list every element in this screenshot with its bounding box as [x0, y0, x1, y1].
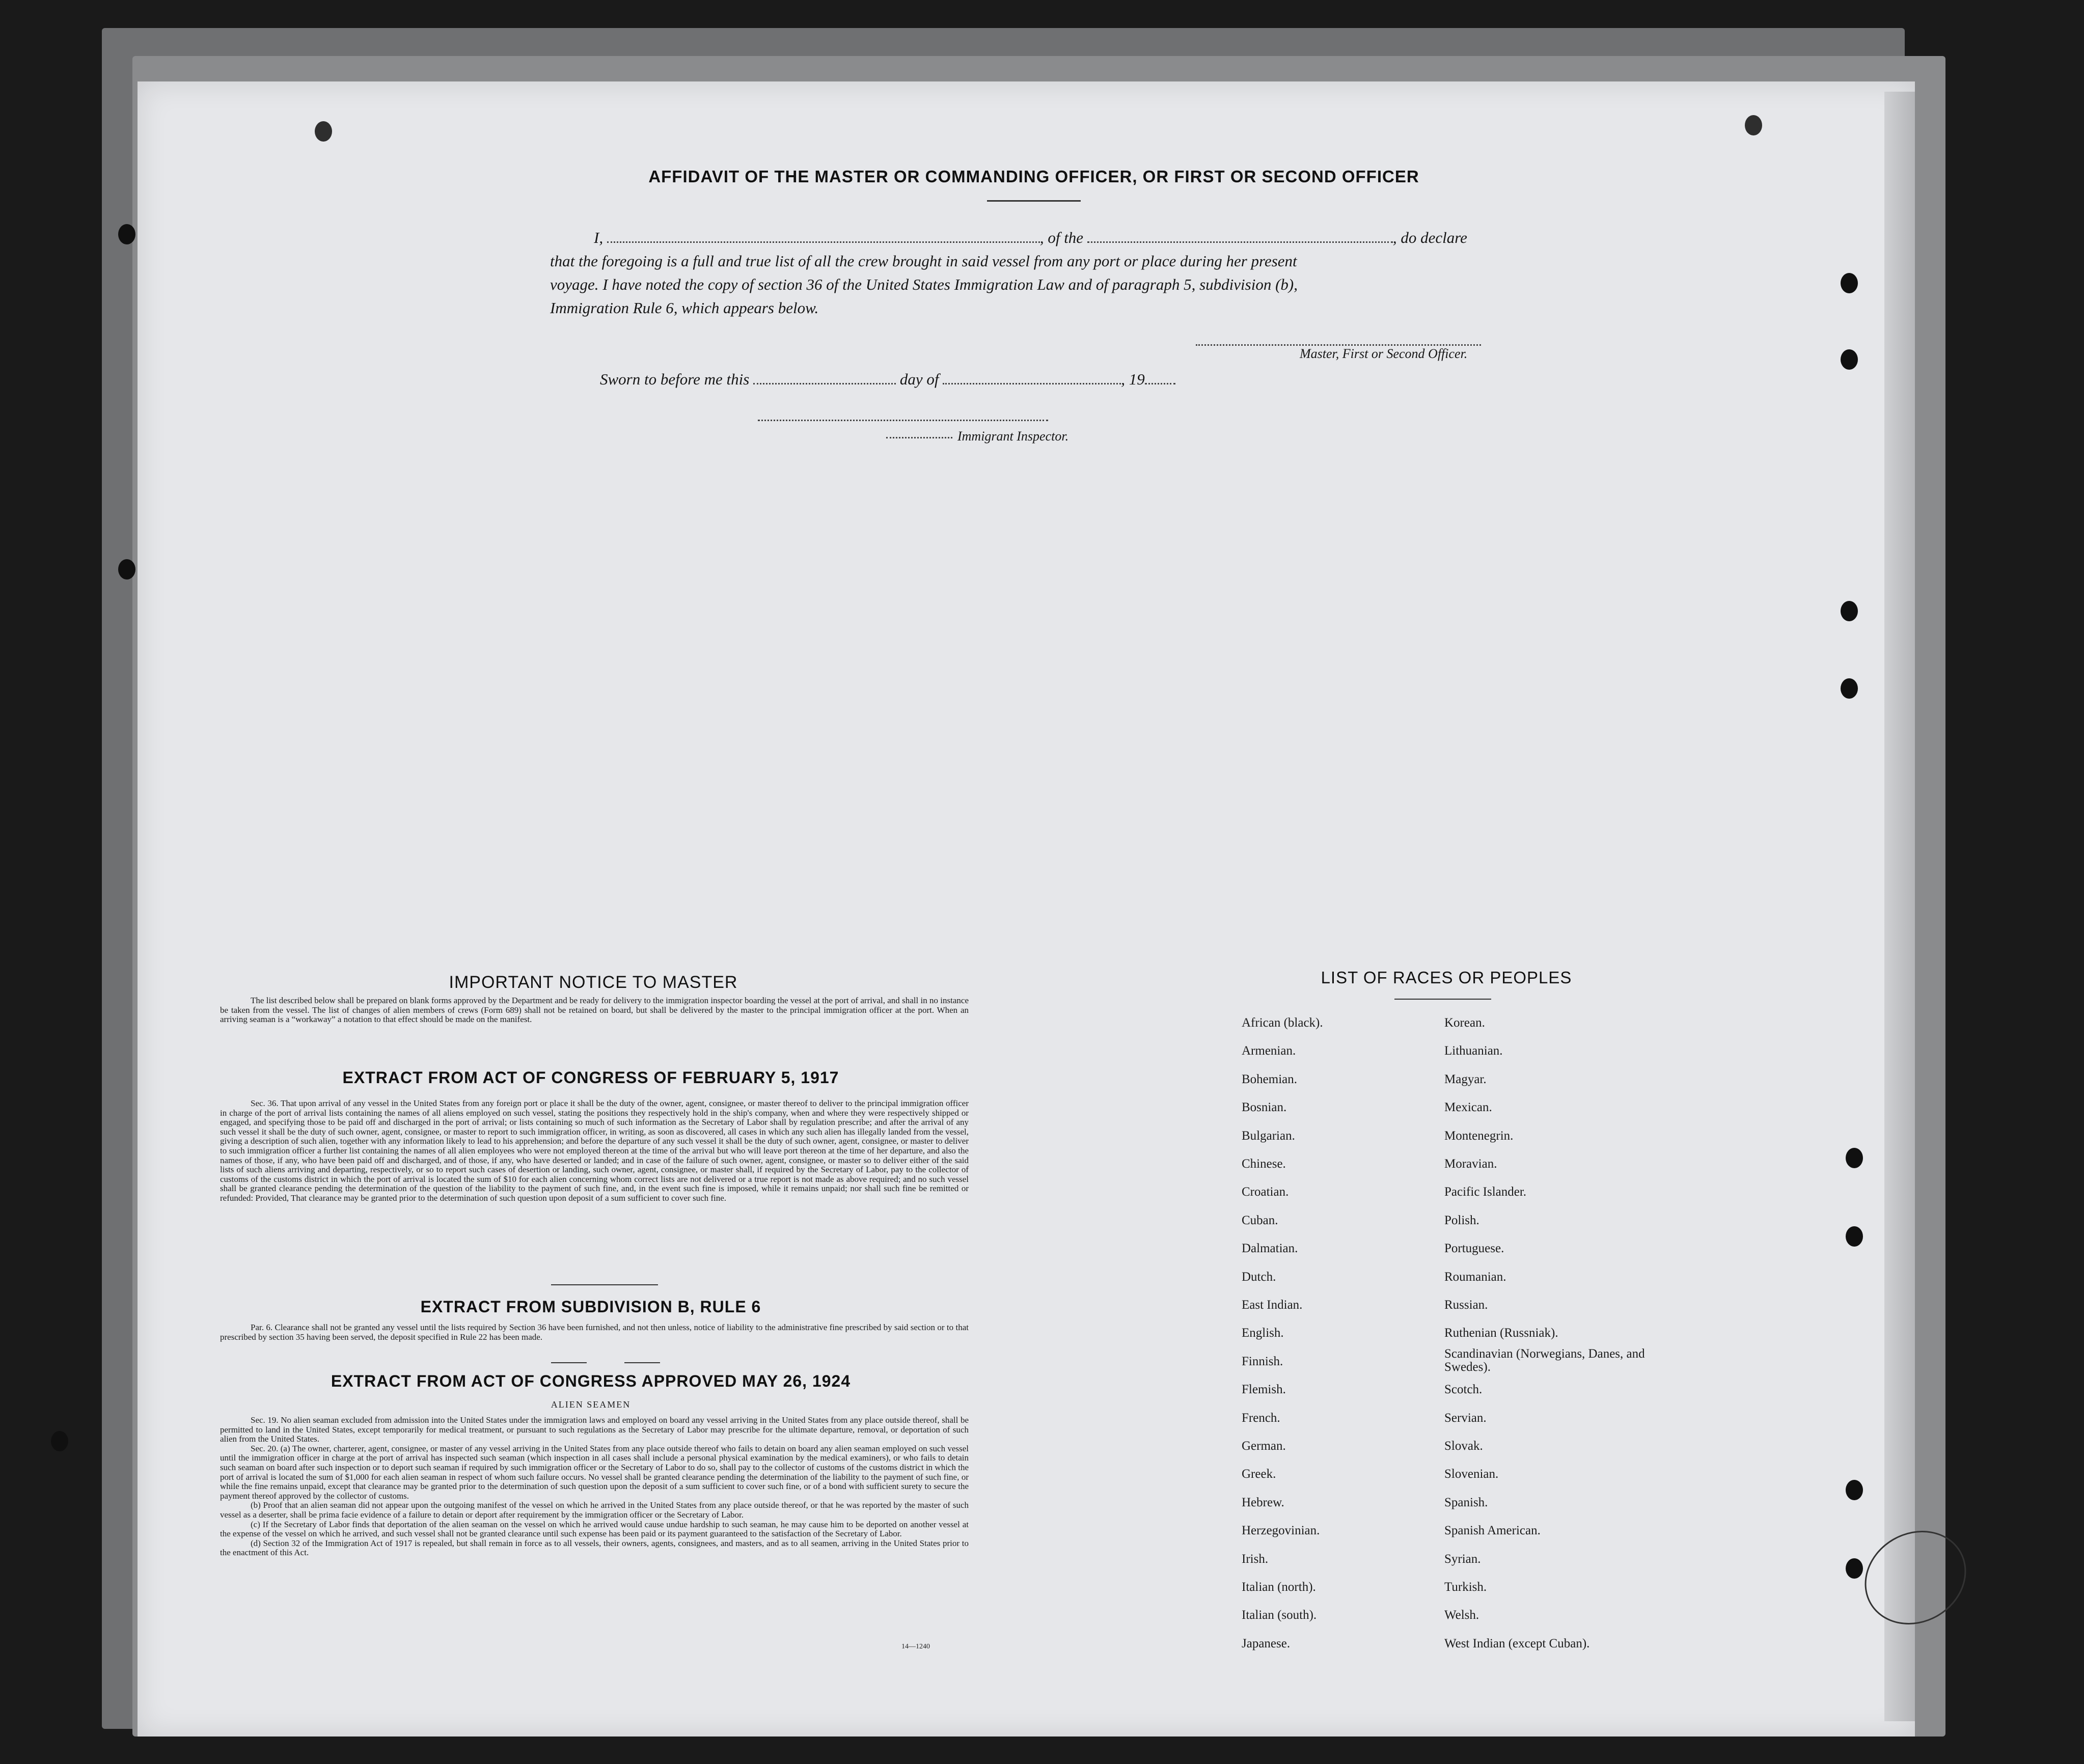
title-underline: [987, 200, 1081, 202]
race-item: Korean.: [1444, 1016, 1485, 1030]
race-item: Russian.: [1444, 1298, 1488, 1312]
race-item: Bulgarian.: [1242, 1129, 1295, 1143]
vessel-field[interactable]: [1087, 238, 1393, 243]
race-item: German.: [1242, 1439, 1286, 1453]
of-the-label: , of the: [1039, 229, 1084, 246]
race-item: Spanish.: [1444, 1496, 1488, 1509]
extract-1917-title: EXTRACT FROM ACT OF CONGRESS OF FEBRUARY 5, 1917: [342, 1068, 839, 1087]
race-item: African (black).: [1242, 1016, 1323, 1030]
race-item: Mexican.: [1444, 1100, 1492, 1114]
race-item: Herzegovinian.: [1242, 1524, 1320, 1537]
race-item: Scandinavian (Norwegians, Danes, and Swedes).: [1444, 1347, 1645, 1374]
race-item: Moravian.: [1444, 1157, 1497, 1171]
races-title-underline: [1394, 999, 1491, 1000]
race-item: Finnish.: [1242, 1355, 1283, 1368]
inspector-label: Immigrant Inspector.: [957, 429, 1069, 444]
alien-seamen-subtitle: ALIEN SEAMEN: [551, 1399, 631, 1410]
race-item: Slovak.: [1444, 1439, 1483, 1453]
race-item: Spanish American.: [1444, 1524, 1541, 1537]
extract-1924-title: EXTRACT FROM ACT OF CONGRESS APPROVED MAY 26, 1924: [331, 1372, 851, 1390]
form-number: 14—1240: [901, 1643, 930, 1650]
race-item: Slovenian.: [1444, 1467, 1499, 1481]
race-item: Japanese.: [1242, 1637, 1291, 1650]
binder-hole: [1841, 601, 1858, 621]
race-item: East Indian.: [1242, 1298, 1303, 1312]
sworn-line: [550, 368, 1523, 391]
section-divider: [551, 1362, 587, 1363]
binder-hole: [1745, 115, 1762, 135]
race-item: Dutch.: [1242, 1270, 1276, 1284]
race-item: Hebrew.: [1242, 1496, 1284, 1509]
notice-body: [220, 996, 969, 1025]
rule-6-body: [220, 1323, 969, 1342]
race-item: Irish.: [1242, 1552, 1269, 1566]
par-6-paragraph: Par. 6. Clearance shall not be granted any vessel until the lists required by Section 36 have been furnished, and not then unless, notice of liability to the administrative fine prescribed by said section or to that prescribed by section 35 having been served, the deposit specified in Rule 22 has been made.: [220, 1322, 969, 1342]
binder-hole: [1846, 1558, 1863, 1579]
section-divider: [624, 1362, 660, 1363]
binder-hole: [118, 559, 135, 580]
sec-19-paragraph: Sec. 19. No alien seaman excluded from admission into the United States under the immigration laws and employed on board any vessel arriving in the United States from any place outside thereof, shall be permitted to land in the United States, except temporarily for medical treatment, or pursuant to such regulations as the Secretary of Labor may prescribe for the ultimate departure, removal, or deportation of such alien from the United States.: [220, 1415, 969, 1444]
extract-1924-body: [220, 1416, 969, 1558]
notice-title: IMPORTANT NOTICE TO MASTER: [449, 973, 738, 992]
binder-hole: [315, 121, 332, 142]
race-item: Scotch.: [1444, 1383, 1483, 1396]
binder-hole: [1846, 1480, 1863, 1500]
sec-20d-paragraph: (d) Section 32 of the Immigration Act of 1917 is repealed, but shall remain in force as to all vessels, their owners, agents, consignees, and masters, and as to all seamen, arriving in the United States prior to the enactment of this Act.: [220, 1538, 969, 1558]
section-divider: [551, 1284, 658, 1285]
declaration-line-2: that the foregoing is a full and true list of all the crew brought in said vessel from any port or place during her present: [550, 252, 1297, 270]
race-item: Ruthenian (Russniak).: [1444, 1326, 1558, 1340]
sworn-day-field[interactable]: [753, 380, 896, 384]
race-item: Italian (north).: [1242, 1580, 1316, 1594]
race-item: Bosnian.: [1242, 1100, 1287, 1114]
race-item: Lithuanian.: [1444, 1044, 1503, 1058]
race-item: Italian (south).: [1242, 1608, 1317, 1622]
race-item: Dalmatian.: [1242, 1242, 1298, 1255]
race-item: West Indian (except Cuban).: [1444, 1637, 1590, 1650]
master-signature-label: Master, First or Second Officer.: [1300, 346, 1468, 361]
race-item: Syrian.: [1444, 1552, 1481, 1566]
page-edge: [1884, 92, 1915, 1721]
sec-20a-paragraph: Sec. 20. (a) The owner, charterer, agent, consignee, or master of any vessel arriving in the United States from any place outside thereof who fails to detain on board any alien seaman employed on such vessel until the immigration officer in charge at the port of arrival has inspected such seaman (which inspection in all cases shall include a personal physical examination by the medical examiners), or who fails to detain such seaman on board after such inspection or to deport such seaman if required by such immigration officer or the Secretary of Labor to do so, shall pay to the collector of customs of the customs district in which the port of arrival is located the sum of $1,000 for each alien seaman in respect of whom such failure occurs. No vessel shall be granted clearance pending the determination of the liability to the payment of such fine, or while the fine remains unpaid, except that clearance may be granted prior to the determination of such question upon the deposit of a sum sufficient to cover such fine, or of a bond with sufficient surety to secure the payment thereof approved by the collector of customs.: [220, 1443, 969, 1501]
binder-hole: [1841, 273, 1858, 293]
sec-20b-paragraph: (b) Proof that an alien seaman did not appear upon the outgoing manifest of the vessel on which he arrived in the United States from any place outside thereof, or that he was reported by the master of such vessel as a deserter, shall be prima facie evidence of a failure to detain or deport after requirement by the immigration officer or the Secretary of Labor.: [220, 1500, 969, 1520]
inspector-signature-field[interactable]: [758, 417, 1048, 421]
race-item: Montenegrin.: [1444, 1129, 1514, 1143]
sworn-year-field[interactable]: [1145, 380, 1175, 384]
race-item: Magyar.: [1444, 1072, 1487, 1086]
year-label: , 19: [1121, 370, 1145, 388]
binder-hole: [1841, 349, 1858, 370]
declare-label: , do declare: [1392, 229, 1467, 246]
day-of-label: day of: [899, 370, 939, 388]
name-field[interactable]: [607, 238, 1040, 243]
race-item: English.: [1242, 1326, 1284, 1340]
declaration-line-1: [550, 226, 1523, 250]
rule-6-title: EXTRACT FROM SUBDIVISION B, RULE 6: [420, 1298, 761, 1316]
races-title: LIST OF RACES OR PEOPLES: [1321, 968, 1572, 987]
affidavit-title: AFFIDAVIT OF THE MASTER OR COMMANDING OFFICER, OR FIRST OR SECOND OFFICER: [648, 167, 1419, 186]
race-item: Portuguese.: [1444, 1242, 1504, 1255]
sworn-label: Sworn to before me this: [600, 370, 750, 388]
race-item: Flemish.: [1242, 1383, 1286, 1396]
race-item: Croatian.: [1242, 1185, 1289, 1199]
race-item: Turkish.: [1444, 1580, 1487, 1594]
sworn-month-field[interactable]: [943, 380, 1121, 384]
race-item: Welsh.: [1444, 1608, 1479, 1622]
extract-1917-body: [220, 1099, 969, 1203]
race-item: Bohemian.: [1242, 1072, 1298, 1086]
binder-hole: [1846, 1226, 1863, 1247]
race-item: Cuban.: [1242, 1214, 1278, 1227]
race-item: Polish.: [1444, 1214, 1479, 1227]
binder-hole: [51, 1431, 68, 1451]
race-item: Chinese.: [1242, 1157, 1286, 1171]
declaration-line-3: voyage. I have noted the copy of section 36 of the United States Immigration Law and of paragraph 5, subdivision (b),: [550, 275, 1298, 293]
binder-hole: [1841, 678, 1858, 699]
race-item: Roumanian.: [1444, 1270, 1506, 1284]
sec-36-paragraph: Sec. 36. That upon arrival of any vessel in the United States from any foreign port or place it shall be the duty of the owner, agent, consignee, or master thereof to deliver to the principal immigration officer in charge of the port of arrival lists containing the names of all aliens employed on such vessel, stating the positions they respectively hold in the ship's company, when and where they were respectively shipped or engaged, and specifying those to be paid off and discharged in the port of arrival; or lists containing so much of such information as the Secretary of Labor shall by regulation prescribe; and after the arrival of any such vessel it shall be the duty of such owner, agent, consignee, or master to report to such immigration officer, in writing, as soon as discovered, all cases in which any such alien has illegally landed from the vessel, giving a description of such alien, together with any information likely to lead to his apprehension; and before the departure of any such vessel it shall be the duty of such owner, agent, consignee, or master to deliver to such immigration officer a further list containing the names of all alien employees who were not employed thereon at the time of the arrival but who will leave port thereon at the time of her departure, and also the names of those, if any, who have been paid off and discharged, and of those, if any, who have deserted or landed; and in case of the failure of such owner, agent, consignee, or master so to deliver either of the said lists of such aliens arriving and departing, respectively, or so to report such cases of desertion or landing, such owner, agent, consignee, or master shall, if required by the Secretary of Labor, pay to the collector of customs of the customs district in which the port of arrival is located the sum of $10 for each alien concerning whom correct lists are not delivered or a true report is not made as above required; and no such vessel shall be granted clearance pending the determination of the question of the liability to the payment of such fine, and, in the event such fine is imposed, while it remains unpaid; nor shall such fine be remitted or refunded: Provided, That clearance may be granted prior to the determination of such question upon deposit of a sum sufficient to cover such fine.: [220, 1098, 969, 1203]
binder-hole: [118, 224, 135, 244]
race-item: Greek.: [1242, 1467, 1276, 1481]
race-item: Servian.: [1444, 1411, 1487, 1425]
master-signature-field[interactable]: [1196, 341, 1481, 346]
race-item: Armenian.: [1242, 1044, 1296, 1058]
inspector-prefix-field[interactable]: [886, 434, 952, 438]
race-item: Pacific Islander.: [1444, 1185, 1527, 1199]
sec-20c-paragraph: (c) If the Secretary of Labor finds that deportation of the alien seaman on the vessel on which he arrived would cause undue hardship to such seaman, he may cause him to be deported on another vessel at the expense of the vessel on which he arrived, and such vessel shall not be granted clearance until such expense has been paid or its payment guaranteed to the satisfaction of the Secretary of Labor.: [220, 1519, 969, 1539]
declaration-line-4: Immigration Rule 6, which appears below.: [550, 299, 819, 317]
notice-paragraph: The list described below shall be prepared on blank forms approved by the Department and be ready for delivery to the immigration inspector boarding the vessel at the port of arrival, and shall in no instance be taken from the vessel. The list of changes of alien members of crews (Form 689) shall not be retained on board, but shall be delivered by the master to the principal immigration officer at the port. When an arriving seaman is a “workaway” a notation to that effect should be made on the manifest.: [220, 996, 969, 1025]
race-item: French.: [1242, 1411, 1280, 1425]
i-label: I,: [594, 229, 604, 246]
binder-hole: [1846, 1148, 1863, 1168]
